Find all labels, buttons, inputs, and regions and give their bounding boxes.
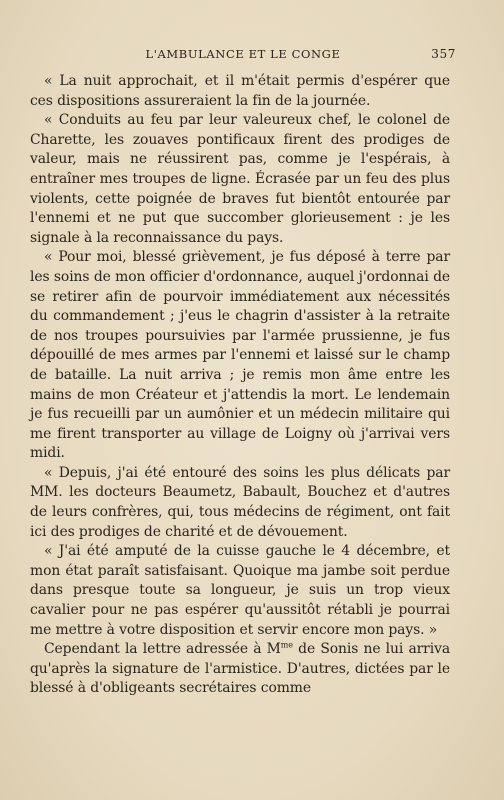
- body-text: [30, 72, 450, 699]
- page-number: 357: [431, 47, 456, 61]
- paragraph-text: Cependant la lettre adressée à M: [44, 641, 281, 658]
- superscript: me: [280, 640, 293, 650]
- running-title: L'AMBULANCE ET LE CONGE: [145, 47, 341, 61]
- paragraph: « La nuit approchait, et il m'était permis d'espérer que ces dispositions assureraient la fin de la journée.: [30, 73, 450, 109]
- paragraph: « J'ai été amputé de la cuisse gauche le 4 décembre, et mon état paraît satisfaisant. Quoique ma jambe soit perdue dans presque toute sa longueur, je suis un trop vieux cavalier pour ne pas espérer qu'aussitôt rétabli je pourrai me mettre à votre disposition et servir encore mon pays. »: [30, 543, 450, 638]
- paragraph: « Conduits au feu par leur valeureux chef, le colonel de Charette, les zouaves pontificaux firent des prodiges de valeur, mais ne réussirent pas, comme je l'espérais, à entraîner mes troupes de ligne. Écrasée par un feu des plus violents, cette poignée de braves fut bientôt entourée par l'ennemi et ne put que succomber glorieusement : je les signale à la reconnaissance du pays.: [30, 112, 450, 246]
- paragraph-last: [30, 640, 450, 699]
- running-head: [30, 47, 456, 63]
- paragraph-text: de Sonis ne lui arriva qu'après la signature de l'armistice. D'autres, dictées par le blessé à d'obligeants secrétaires comme: [30, 641, 450, 697]
- paragraph: « Depuis, j'ai été entouré des soins les plus délicats par MM. les docteurs Beaumetz, Babault, Bouchez et d'autres de leurs confrères, qui, tous médecins de régiment, ont fait ici des prodiges de charité et de dévouement.: [30, 464, 450, 540]
- paragraph: « Pour moi, blessé grièvement, je fus déposé à terre par les soins de mon officier d'ordonnance, auquel j'ordonnai de se retirer afin de pourvoir immédiatement aux nécessités du commandement ; j'eus le chagrin d'assister à la retraite de nos troupes poursuivies par l'armée prussienne, je fus dépouillé de mes armes par l'ennemi et laissé sur le champ de bataille. La nuit arriva ; je remis mon âme entre les mains de mon Créateur et j'attendis la mort. Le lendemain je fus recueilli par un aumônier et un médecin militaire qui me firent transporter au village de Loigny où j'arrivai vers midi.: [30, 249, 450, 462]
